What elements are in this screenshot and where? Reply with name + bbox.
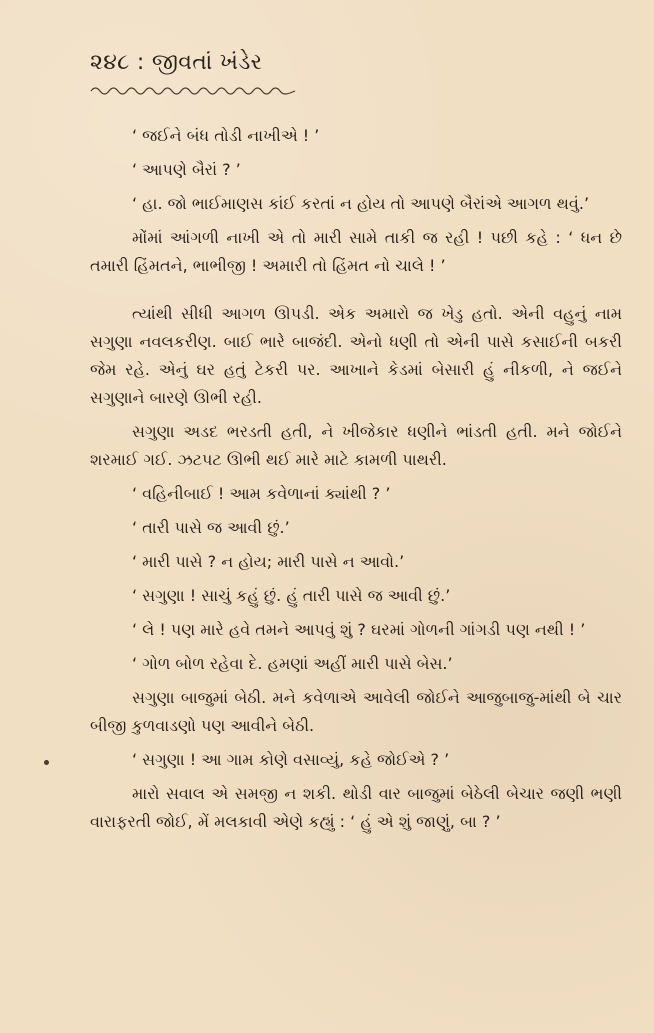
paragraph-12: ‘ ગોળ બોળ રહેવા દે. હમણાં અહીં મારી પાસે બેસ.’ bbox=[132, 654, 453, 673]
paragraph-15: મારો સવાલ એ સમજી ન શકી. થોડી વાર બાજુમાં બેઠેલી બેચાર જણી ભણી વારાફરતી જોઈ, મેં મલકાવી એણે કહ્યું : ‘ હું એ શું જાણું, બા ? ’ bbox=[90, 784, 622, 831]
paragraph-4: મોંમાં આંગળી નાખી એ તો મારી સામે તાકી જ રહી ! પછી કહે : ‘ ધન છે તમારી હિંમતને, ભાભીજી ! અમારી તો હિંમત નો ચાલે ! ’ bbox=[90, 228, 622, 275]
body-text bbox=[90, 122, 622, 836]
paragraph-1: ‘ જઈને બંધ તોડી નાખીએ ! ’ bbox=[132, 126, 320, 145]
paragraph-9: ‘ મારી પાસે ? ન હોય; મારી પાસે ન આવો.’ bbox=[132, 552, 405, 571]
paragraph-14: ‘ સગુણા ! આ ગામ કોણે વસાવ્યું, કહે જોઈએ ? ’ bbox=[132, 750, 450, 769]
paragraph-3: ‘ હા. જો ભાઈમાણસ કાંઈ કરતાં ન હોય તો આપણે બૈરાંએ આગળ થવું.’ bbox=[132, 194, 590, 213]
paragraph-11: ‘ લે ! પણ મારે હવે તમને આપવું શું ? ઘરમાં ગોળની ગાંગડી પણ નથી ! ’ bbox=[132, 620, 586, 639]
paragraph-10: ‘ સગુણા ! સાચું કહું છું. હું તારી પાસે જ આવી છું.’ bbox=[132, 586, 451, 605]
paragraph-8: ‘ તારી પાસે જ આવી છું.’ bbox=[132, 518, 290, 537]
paragraph-7: ‘ વહિનીબાઈ ! આમ કવેળાનાં ક્યાંથી ? ’ bbox=[132, 484, 391, 503]
header-underline bbox=[90, 86, 296, 96]
ink-speck bbox=[44, 760, 49, 765]
running-head: ૨૪૮ : જીવતાં ખંડેર bbox=[90, 50, 263, 75]
paragraph-6: સગુણા અડદ ભરડતી હતી, ને ખીજેકાર ધણીને ભાંડતી હતી. મને જોઈને શરમાઈ ગઈ. ઝટપટ ઊભી થઈ મારે માટે કામળી પાથરી. bbox=[90, 422, 622, 469]
paragraph-5: ત્યાંથી સીધી આગળ ઊપડી. એક અમારો જ ખેડુ હતો. એની વહુનું નામ સગુણા નવલકરીણ. બાઈ ભારે બાજંદી. એનો ધણી તો એની પાસે કસાઈની બકરી જેમ રહે. એનું ઘર હતું ટેકરી પર. આખાને કેડમાં બેસારી હું નીકળી, ને જઈને સગુણાને બારણે ઊભી રહી. bbox=[90, 304, 622, 407]
paragraph-13: સગુણા બાજુમાં બેઠી. મને કવેળાએ આવેલી જોઈને આજુબાજુ-માંથી બે ચાર બીજી કુળવાડણો પણ આવીને બેઠી. bbox=[90, 688, 622, 735]
paragraph-2: ‘ આપણે બૈરાં ? ’ bbox=[132, 160, 241, 179]
